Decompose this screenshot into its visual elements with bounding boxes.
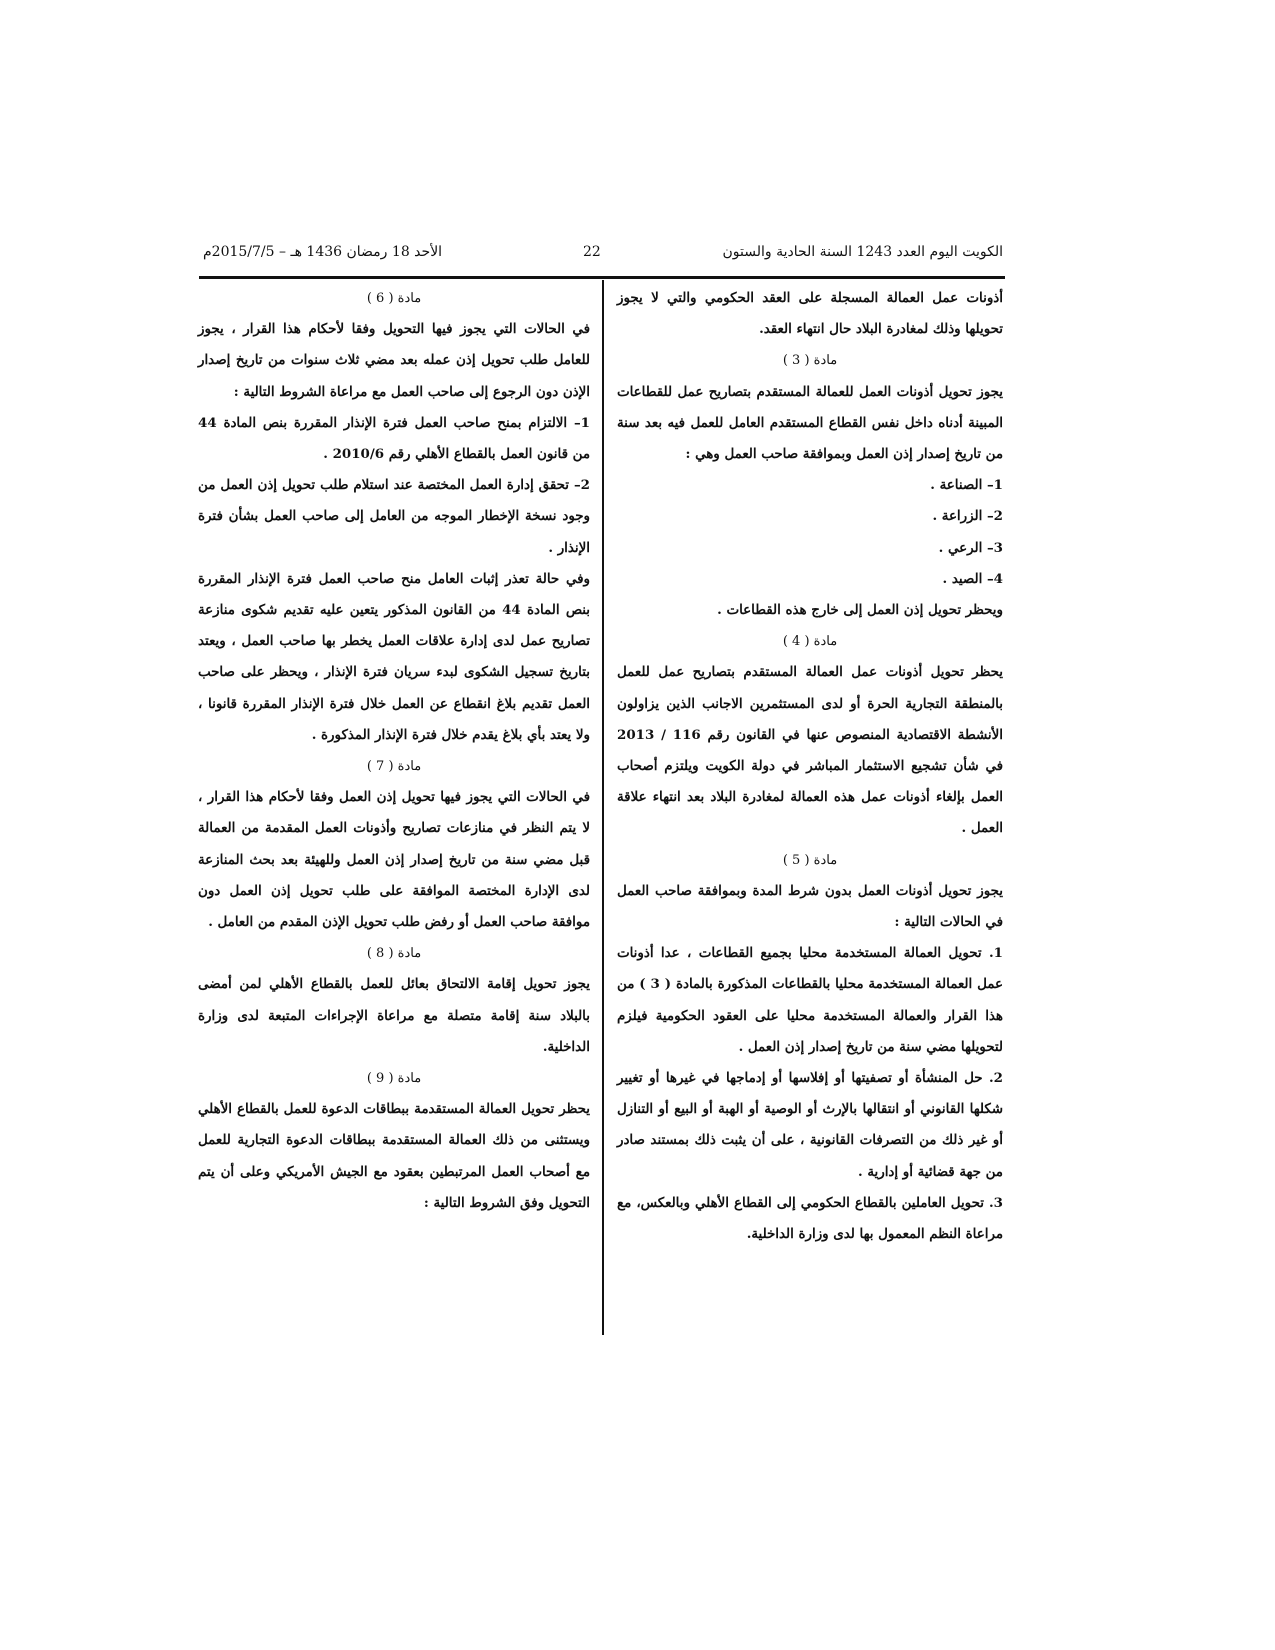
article-6-item-2: 2– تحقق إدارة العمل المختصة عند استلام طلب تحويل إذن العمل من وجود نسخة الإخطار الموجه من العامل إلى صاحب العمل بشأن فترة الإنذار .	[198, 477, 590, 556]
article-8-heading: مادة ( 8 )	[366, 946, 422, 962]
article-3-item-2: 2– الزراعة .	[932, 508, 1003, 525]
article-3-body: يجوز تحويل أذونات العمل للعمالة المستقدم بتصاريح عمل للقطاعات المبينة أدناه داخل نفس القطاع المستقدم العامل للعمل فيه بعد سنة من تاريخ إصدار إذن العمل وبموافقة صاحب العمل وهي :	[617, 383, 1003, 463]
right-column-intro: أذونات عمل العمالة المسجلة على العقد الحكومي والتي لا يجوز تحويلها وذلك لمغادرة البلاد حال انتهاء العقد.	[617, 290, 1003, 338]
left-column	[198, 283, 590, 1219]
article-3-item-3: 3– الرعي .	[938, 539, 1003, 556]
page-header	[203, 244, 1003, 270]
article-6-heading: مادة ( 6 )	[366, 291, 422, 306]
article-9-body: يحظر تحويل العمالة المستقدمة ببطاقات الدعوة للعمل بالقطاع الأهلي ويستثنى من ذلك العمالة المستقدمة ببطاقات الدعوة التجارية للعمل مع أصحاب العمل المرتبطين بعقود مع الجيش الأمريكي وعلى أن يتم التحويل وفق الشروط التالية :	[198, 1101, 590, 1211]
page-number: 22	[583, 244, 601, 260]
article-9-heading: مادة ( 9 )	[366, 1071, 422, 1087]
article-5-item-2: 2. حل المنشأة أو تصفيتها أو إفلاسها أو إدماجها في غيرها أو تغيير شكلها القانوني أو انتقالها بالإرث أو الوصية أو الهبة أو البيع أو التنازل أو غير ذلك من التصرفات القانونية ، على أن يثبت ذلك بمستند صادر من جهة قضائية أو إدارية .	[617, 1070, 1003, 1180]
header-issue-info: الكويت اليوم العدد 1243 السنة الحادية والستون	[722, 244, 1003, 260]
article-5-item-1: 1. تحويل العمالة المستخدمة محليا بجميع القطاعات ، عدا أذونات عمل العمالة المستخدمة محليا بالقطاعات المذكورة بالمادة ( 3 ) من هذا القرار والعمالة المستخدمة محليا على العقود الحكومية فيلزم لتحويلها مضي سنة من تاريخ إصدار إذن العمل .	[617, 945, 1003, 1055]
article-6-closing: وفي حالة تعذر إثبات العامل منح صاحب العمل فترة الإنذار المقررة بنص المادة 44 من القانون المذكور يتعين عليه تقديم شكوى منازعة تصاريح عمل لدى إدارة علاقات العمل يخطر بها صاحب العمل ، ويعتد بتاريخ تسجيل الشكوى لبدء سريان فترة الإنذار ، ويحظر على صاحب العمل تقديم بلاغ انقطاع عن العمل خلال فترة الإنذار المقررة قانونا ، ولا يعتد بأي بلاغ يقدم خلال فترة الإنذار المذكورة .	[198, 570, 590, 743]
article-3-closing: ويحظر تحويل إذن العمل إلى خارج هذه القطاعات .	[717, 602, 1003, 619]
article-4-body: يحظر تحويل أذونات عمل العمالة المستقدم بتصاريح عمل للعمل بالمنطقة التجارية الحرة أو لدى المستثمرين الاجانب الذين يزاولون الأنشطة الاقتصادية المنصوص عنها في القانون رقم 116 / 2013 في شأن تشجيع الاستثمار المباشر في دولة الكويت ويلتزم أصحاب العمل بإلغاء أذونات عمل هذه العمالة لمغادرة البلاد بعد انتهاء علاقة العمل .	[617, 664, 1004, 837]
article-8-body: يجوز تحويل إقامة الالتحاق بعائل للعمل بالقطاع الأهلي لمن أمضى بالبلاد سنة إقامة متصلة مع مراعاة الإجراءات المتبعة لدى وزارة الداخلية.	[198, 976, 590, 1055]
article-3-item-1: 1– الصناعة .	[930, 477, 1003, 494]
article-5-item-3: 3. تحويل العاملين بالقطاع الحكومي إلى القطاع الأهلي وبالعكس، مع مراعاة النظم المعمول بها لدى وزارة الداخلية.	[617, 1194, 1003, 1243]
article-7-heading: مادة ( 7 )	[366, 759, 422, 775]
header-rule	[199, 276, 1005, 279]
article-5-heading: مادة ( 5 )	[782, 852, 838, 868]
article-6-item-1: 1– الالتزام بمنح صاحب العمل فترة الإنذار المقررة بنص المادة 44 من قانون العمل بالقطاع الأهلي رقم 2010/6 .	[198, 414, 590, 463]
article-7-body: في الحالات التي يجوز فيها تحويل إذن العمل وفقا لأحكام هذا القرار ، لا يتم النظر في منازعات تصاريح وأذونات العمل المقدمة من العمالة قبل مضي سنة من تاريخ إصدار إذن العمل وللهيئة بعد بحث المنازعة لدى الإدارة المختصة الموافقة على طلب تحويل إذن العمل دون موافقة صاحب العمل أو رفض طلب تحويل الإذن المقدم من العامل .	[198, 789, 590, 931]
article-5-intro: يجوز تحويل أذونات العمل بدون شرط المدة وبموافقة صاحب العمل في الحالات التالية :	[617, 882, 1003, 931]
article-6-body: في الحالات التي يجوز فيها التحويل وفقا لأحكام هذا القرار ، يجوز للعامل طلب تحويل إذن عمله بعد مضي ثلاث سنوات من تاريخ إصدار الإذن دون الرجوع إلى صاحب العمل مع مراعاة الشروط التالية :	[198, 321, 590, 400]
article-4-heading: مادة ( 4 )	[782, 634, 838, 650]
header-date: الأحد 18 رمضان 1436 هـ – 2015/7/5م	[203, 244, 443, 260]
column-divider	[602, 280, 604, 1335]
article-3-heading: مادة ( 3 )	[782, 353, 838, 369]
right-column	[617, 283, 1003, 1250]
article-3-item-4: 4– الصيد .	[942, 570, 1003, 587]
